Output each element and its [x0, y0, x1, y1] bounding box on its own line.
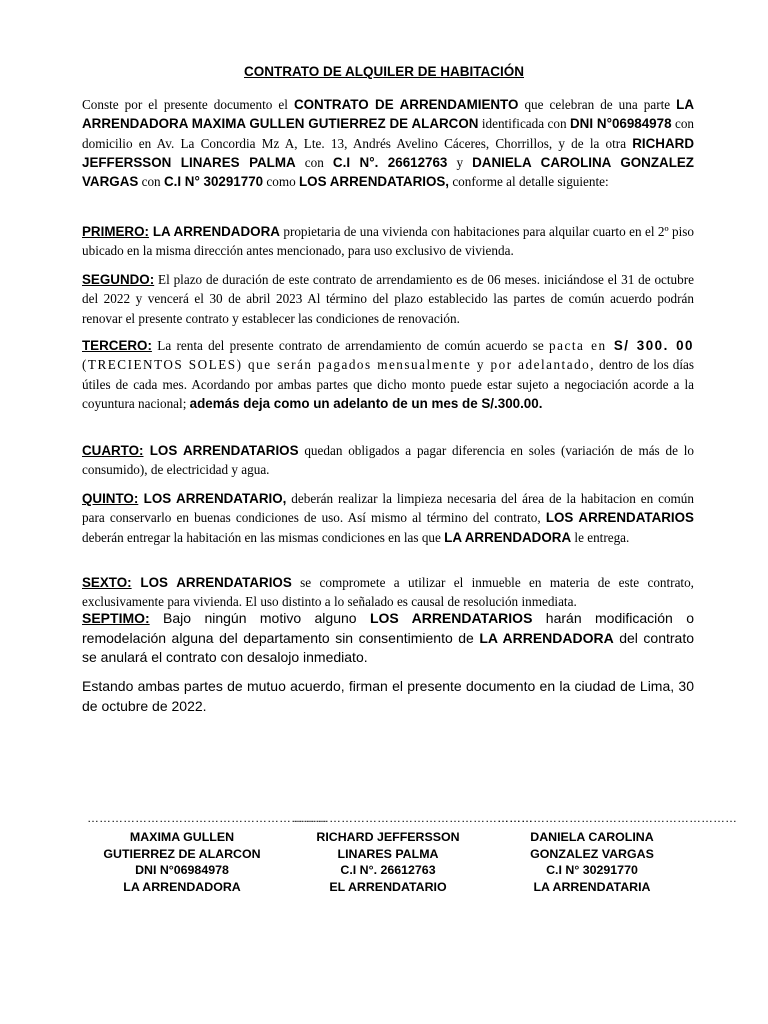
- clause-label: SEPTIMO:: [82, 610, 150, 626]
- clause-segundo: [82, 270, 694, 328]
- clause-text: dentro de los días útiles de cada mes. Acordando por ambas partes que dicho monto puede estar sujeto a negociación acorde a la coyuntura nacional;: [82, 357, 694, 411]
- signer-role: LA ARRENDATARIA: [533, 879, 651, 894]
- clause-party: LA ARRENDADORA: [479, 629, 614, 646]
- signer-name: MAXIMA GULLEN: [129, 830, 235, 844]
- clause-sexto: [82, 573, 694, 612]
- intro-tenant1-name: RICHARD JEFFERSSON LINARES PALMA: [82, 135, 694, 170]
- rent-amount: S/ 300. 00: [606, 338, 694, 353]
- signer-name: GUTIERREZ DE ALARCON: [103, 846, 261, 861]
- clause-party: LA ARRENDADORA: [148, 224, 280, 239]
- intro-text: y: [447, 154, 473, 170]
- clause-party: LOS ARRENDATARIOS: [369, 610, 533, 626]
- clause-quinto: [82, 489, 694, 547]
- signer-id: C.I N° 30291770: [546, 863, 638, 877]
- signature-line: ……………………………………………………: [87, 811, 327, 825]
- clause-text: propietaria de una vivienda con habitaciones para alquilar cuarto en el 2º piso ubicado en la misma dirección antes mencionado, para uso exclusivo de vivienda.: [82, 224, 695, 259]
- document-title: CONTRATO DE ALQUILER DE HABITACIÓN: [244, 64, 524, 79]
- intro-text: identificada con: [478, 116, 570, 132]
- signature-block-tenant2: [497, 811, 737, 895]
- clause-tercero: [82, 336, 694, 413]
- signature-line: ……………………………………………………: [497, 811, 737, 825]
- clause-text: El plazo de duración de este contrato de arrendamiento es de 06 meses. iniciándose el 31 de octubre del 2022 y vencerá el 30 de abril 2023 Al término del plazo establecido las partes de común acuerdo podrán renovar el presente contrato y establecer las condiciones de renovación.: [82, 272, 694, 326]
- intro-text: con: [138, 174, 164, 190]
- intro-landlord-dni: DNI N°06984978: [570, 116, 672, 132]
- clause-text: le entrega.: [571, 529, 630, 545]
- clause-party: LOS ARRENDATARIOS: [131, 575, 292, 590]
- signature-block-tenant1: [293, 811, 533, 895]
- clause-label: QUINTO:: [82, 491, 139, 506]
- clause-party: LOS ARRENDATARIOS: [545, 510, 694, 526]
- clause-party: LOS ARRENDATARIOS: [143, 443, 299, 458]
- clause-text: se compromete a utilizar el inmueble en materia de este contrato, exclusivamente para vivienda. El uso distinto a lo señalado es causal de resolución inmediata.: [82, 575, 694, 610]
- clause-text: (TRECIENTOS SOLES) que serán pagados mensualmente y por adelantado,: [82, 357, 596, 373]
- signer-role: LA ARRENDADORA: [123, 879, 241, 894]
- clause-text: La renta del presente contrato de arrendamiento de común acuerdo se: [151, 338, 550, 353]
- intro-text: con domicilio en Av. La Concordia Mz A, Lte. 13, Andrés Avelino Cáceres, Chorrillos, y de la otra: [82, 116, 695, 151]
- clause-text: Bajo ningún motivo alguno: [149, 610, 370, 626]
- clause-label: SEGUNDO:: [82, 272, 155, 287]
- clause-label: PRIMERO:: [82, 224, 149, 239]
- intro-tenants-label: LOS ARRENDATARIOS,: [299, 174, 450, 190]
- closing-paragraph: Estando ambas partes de mutuo acuerdo, firman el presente documento en la ciudad de Lima, 30 de octubre de 2022.: [82, 678, 694, 714]
- intro-text: con: [295, 154, 333, 170]
- signer-role: EL ARRENDATARIO: [329, 879, 447, 894]
- signature-line: ……………………………………………………: [293, 811, 533, 825]
- intro-tenant2-id: C.I N° 30291770: [163, 174, 264, 190]
- clause-text: del contrato se anulará el contrato con desalojo inmediato.: [82, 629, 695, 665]
- signer-name: GONZALEZ VARGAS: [530, 846, 654, 861]
- deposit-note: además deja como un adelanto de un mes de S/.300.00.: [189, 395, 543, 411]
- signer-name: DANIELA CAROLINA: [530, 830, 654, 844]
- signer-name: RICHARD JEFFERSSON: [316, 830, 460, 844]
- intro-tenant2-name: DANIELA CAROLINA GONZALEZ VARGAS: [82, 154, 694, 190]
- clause-septimo: [82, 609, 694, 668]
- intro-paragraph: [82, 95, 694, 191]
- clause-text: pacta en: [549, 338, 607, 353]
- clause-label: TERCERO:: [82, 338, 152, 353]
- signer-id: DNI N°06984978: [135, 863, 229, 877]
- clause-text: deberán realizar la limpieza necesaria del área de la habitacion en común para conservarlo en buenas condiciones de uso. Así mismo al término del contrato,: [82, 491, 694, 526]
- signature-block-landlord: [87, 811, 327, 895]
- clause-label: SEXTO:: [82, 575, 132, 590]
- clause-cuarto: [82, 441, 694, 480]
- signer-name: LINARES PALMA: [337, 846, 439, 861]
- intro-text: conforme al detalle siguiente:: [449, 174, 609, 190]
- intro-tenant1-id: C.I N°. 26612763: [332, 154, 448, 170]
- clause-party: LA ARRENDADORA: [444, 529, 572, 545]
- intro-contract-type: CONTRATO DE ARRENDAMIENTO: [293, 97, 519, 112]
- clause-primero: [82, 222, 694, 261]
- intro-text: que celebran de una parte: [518, 97, 677, 112]
- signer-id: C.I N°. 26612763: [340, 863, 436, 877]
- clause-label: CUARTO:: [82, 443, 144, 458]
- intro-landlord-name: LA ARRENDADORA MAXIMA GULLEN GUTIERREZ DE ALARCON: [82, 97, 694, 132]
- clause-text: quedan obligados a pagar diferencia en soles (variación de más de lo consumido), de electricidad y agua.: [82, 443, 694, 478]
- clause-party: LOS ARRENDATARIO,: [138, 491, 287, 506]
- intro-text: como: [263, 174, 299, 190]
- clause-text: deberán entregar la habitación en las mismas condiciones en las que: [82, 529, 445, 545]
- intro-text: Conste por el presente documento el: [82, 97, 294, 112]
- clause-text: harán modificación o remodelación alguna del departamento sin consentimiento de: [82, 610, 694, 646]
